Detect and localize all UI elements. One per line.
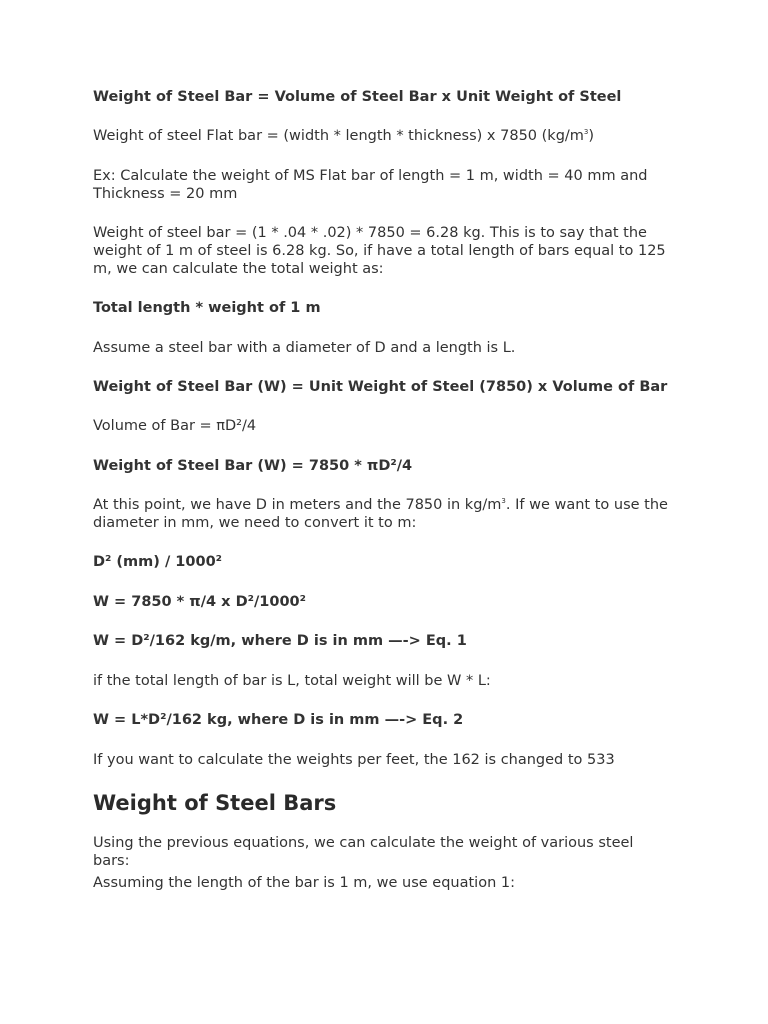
assume-length-text: Assuming the length of the bar is 1 m, we use equation 1:	[93, 875, 515, 891]
units-text-prefix: At this point, we have D in meters and the 7850 in kg/m	[93, 497, 502, 513]
equation-2: W = L*D²/162 kg, where D is in mm —-> Eq. 2	[93, 712, 464, 728]
example-result: Weight of steel bar = (1 * .04 * .02) * 7850 = 6.28 kg. This is to say that the weight of 1 m of steel is 6.28 kg. So, if have a total length of bars equal to 125 m, we can calculate the total weight as:	[93, 225, 666, 277]
heading-formula: Weight of Steel Bar = Volume of Steel Bar x Unit Weight of Steel	[93, 89, 622, 105]
units-text-suffix: . If we want to use the diameter in mm, we need to convert it to m:	[93, 497, 668, 531]
weight-formula-2: Weight of Steel Bar (W) = 7850 * πD²/4	[93, 458, 413, 474]
example-text: Ex: Calculate the weight of MS Flat bar of length = 1 m, width = 40 mm and Thickness = 20 mm	[93, 168, 648, 202]
section-intro: Using the previous equations, we can calculate the weight of various steel bars:	[93, 835, 634, 869]
flat-bar-formula	[93, 127, 673, 145]
flat-bar-formula-prefix: Weight of steel Flat bar = (width * length * thickness) x 7850 (kg/m	[93, 128, 584, 144]
section-heading: Weight of Steel Bars	[93, 791, 337, 815]
conversion-formula: D² (mm) / 1000²	[93, 554, 223, 570]
feet-text: If you want to calculate the weights per feet, the 162 is changed to 533	[93, 752, 615, 768]
assume-text: Assume a steel bar with a diameter of D and a length is L.	[93, 340, 516, 356]
total-weight-text: if the total length of bar is L, total weight will be W * L:	[93, 673, 491, 689]
flat-bar-formula-sup: 3	[583, 128, 589, 137]
volume-formula: Volume of Bar = πD²/4	[93, 418, 257, 434]
total-length-formula: Total length * weight of 1 m	[93, 300, 321, 316]
units-text-sup: 3	[501, 497, 506, 506]
w-formula: W = 7850 * π/4 x D²/1000²	[93, 594, 306, 610]
weight-formula-1: Weight of Steel Bar (W) = Unit Weight of Steel (7850) x Volume of Bar	[93, 379, 668, 395]
flat-bar-formula-suffix: )	[588, 128, 595, 144]
equation-1: W = D²/162 kg/m, where D is in mm —-> Eq. 1	[93, 633, 467, 649]
units-text	[93, 496, 673, 532]
